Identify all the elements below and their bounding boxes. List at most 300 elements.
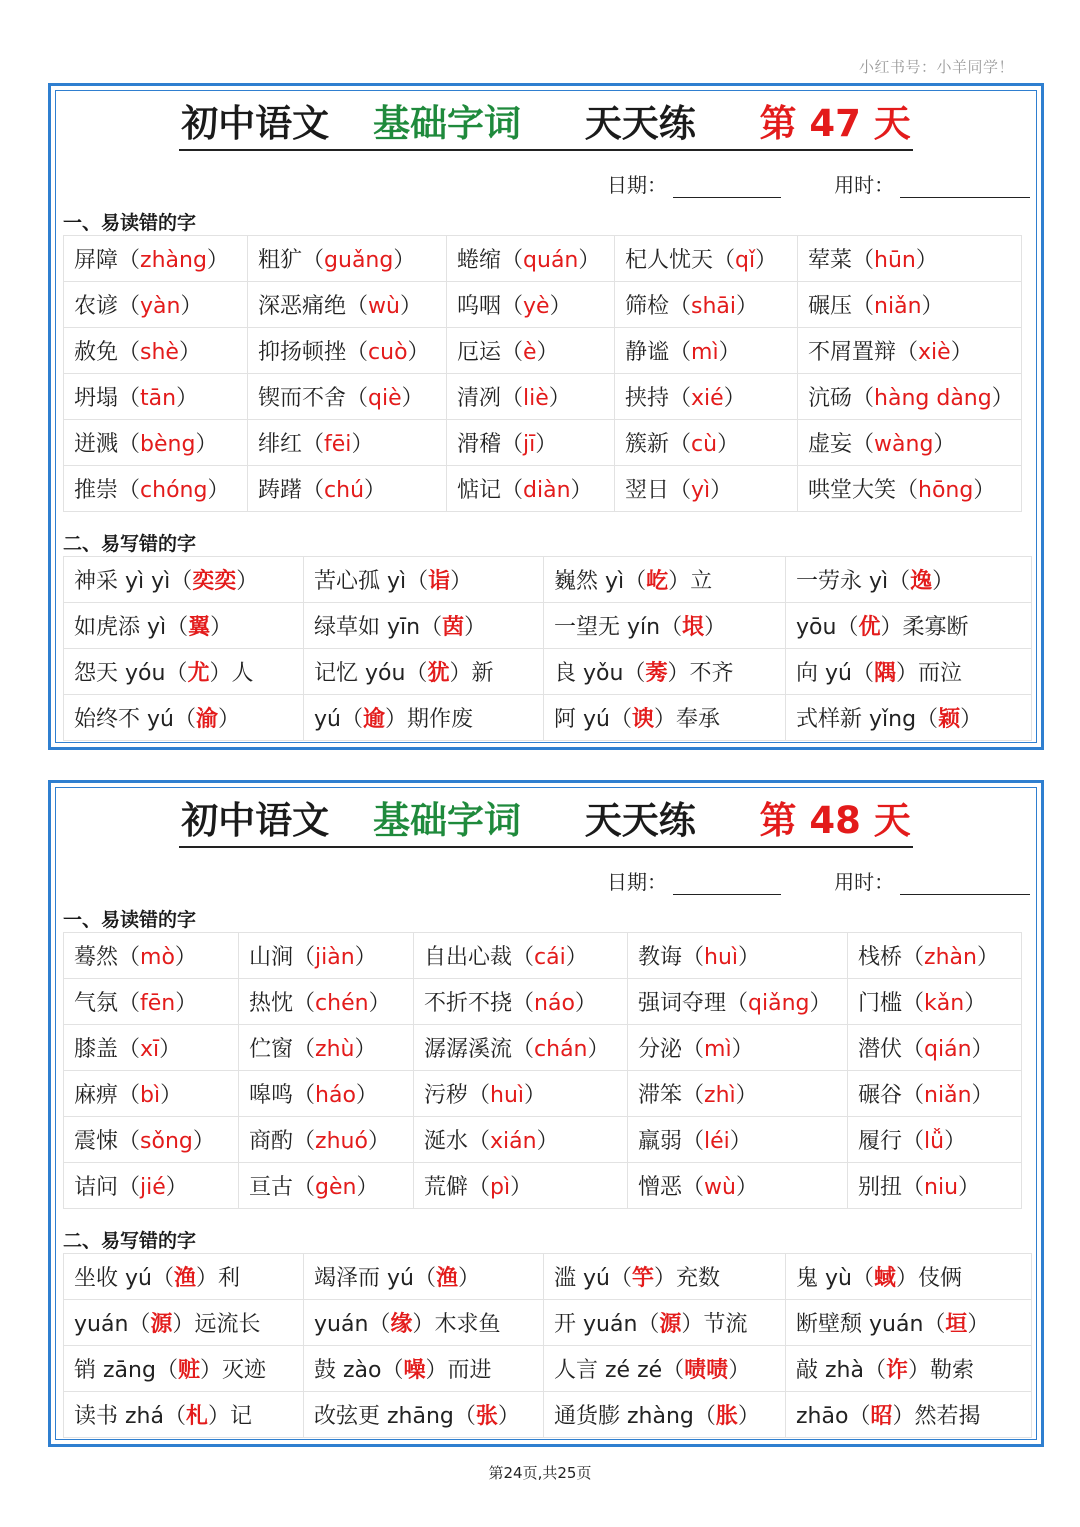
character-answer: 逸 — [910, 568, 933, 594]
pinyin-answer: jié — [140, 1175, 166, 1200]
write-row — [64, 1300, 1032, 1346]
word: 污秽 — [424, 1083, 469, 1108]
word: 杞人忧天 — [625, 248, 714, 273]
pinyin-answer: gèn — [315, 1175, 357, 1200]
character-answer: 屹 — [646, 568, 669, 594]
character-answer: 垣 — [945, 1311, 968, 1337]
prompt-text: zhāo — [796, 1404, 849, 1429]
character-answer: 垠 — [682, 614, 705, 640]
title-part3: 天天练 — [584, 799, 696, 842]
word: 碾谷 — [858, 1083, 903, 1108]
write-row — [64, 1392, 1032, 1438]
prompt-text: 断壁颓 yuán — [796, 1312, 924, 1337]
time-label: 用时： — [834, 173, 895, 197]
read-cell: 诘问（jié） — [64, 1163, 239, 1209]
date-label: 日期： — [607, 173, 667, 197]
write-cell: yōu（优）柔寡断 — [786, 603, 1032, 649]
suffix-text: 然若揭 — [914, 1404, 981, 1429]
pinyin-answer: pì — [490, 1175, 511, 1200]
character-answer: 缘 — [390, 1311, 413, 1337]
word: 履行 — [858, 1129, 903, 1154]
read-cell: 不屑置辩（xiè） — [798, 328, 1022, 374]
read-cell: 滞笨（zhì） — [628, 1071, 848, 1117]
read-row — [64, 236, 1022, 282]
word: 门槛 — [858, 991, 903, 1016]
word: 分泌 — [638, 1037, 683, 1062]
pinyin-answer: zhàng — [140, 248, 207, 273]
write-table — [63, 556, 1032, 741]
prompt-text: 鬼 yù — [796, 1266, 852, 1291]
write-cell: 竭泽而 yú（渔） — [304, 1254, 544, 1300]
suffix-text: 人 — [231, 661, 254, 686]
character-answer: 啧啧 — [684, 1357, 729, 1383]
pinyin-answer: kǎn — [924, 991, 965, 1016]
pinyin-answer: jī — [523, 432, 536, 457]
read-cell: 沆砀（hàng dàng） — [798, 374, 1022, 420]
pinyin-answer: cù — [691, 432, 718, 457]
read-cell: 坍塌（tān） — [64, 374, 248, 420]
read-cell: 赦免（shè） — [64, 328, 248, 374]
word: 坍塌 — [74, 386, 119, 411]
suffix-text: 立 — [690, 569, 713, 594]
word: 伫窗 — [249, 1037, 294, 1062]
prompt-text: 销 zāng — [74, 1358, 156, 1383]
pinyin-answer: diàn — [523, 478, 571, 503]
read-cell: 踌躇（chú） — [248, 466, 447, 512]
pinyin-answer: cái — [534, 945, 566, 970]
read-cell: 滑稽（jī） — [447, 420, 615, 466]
write-cell: 通货膨 zhàng（胀） — [544, 1392, 786, 1438]
write-row — [64, 603, 1032, 649]
write-cell: 滥 yú（竽）充数 — [544, 1254, 786, 1300]
pinyin-answer: quán — [523, 248, 579, 273]
character-answer: 优 — [858, 614, 881, 640]
read-row — [64, 1163, 1022, 1209]
read-row — [64, 1071, 1022, 1117]
write-cell: 敲 zhà（诈）勒索 — [786, 1346, 1032, 1392]
write-cell: 良 yǒu（莠）不齐 — [544, 649, 786, 695]
character-answer: 源 — [150, 1311, 173, 1337]
word: 碾压 — [808, 294, 853, 319]
suffix-text: 不齐 — [689, 661, 734, 686]
pinyin-answer: mò — [140, 945, 175, 970]
pinyin-answer: yì — [691, 478, 711, 503]
prompt-text: 一劳永 yì — [796, 569, 889, 594]
word: 憎恶 — [638, 1175, 683, 1200]
word: 不屑置辩 — [808, 340, 897, 365]
pinyin-answer: zhì — [704, 1083, 736, 1108]
word: 潜伏 — [858, 1037, 903, 1062]
read-cell: 荒僻（pì） — [414, 1163, 628, 1209]
prompt-text: 读书 zhá — [74, 1404, 164, 1429]
prompt-text: 如虎添 yì — [74, 615, 167, 640]
write-cell: yú（逾）期作废 — [304, 695, 544, 741]
write-row — [64, 1346, 1032, 1392]
read-cell: 翌日（yì） — [615, 466, 798, 512]
character-answer: 诣 — [428, 568, 451, 594]
read-row — [64, 420, 1022, 466]
suffix-text: 节流 — [703, 1312, 748, 1337]
suffix-text: 新 — [471, 661, 494, 686]
time-blank[interactable] — [900, 874, 1030, 895]
read-cell: 屏障（zhàng） — [64, 236, 248, 282]
read-cell: 迸溅（bèng） — [64, 420, 248, 466]
title-part3: 天天练 — [584, 102, 696, 145]
word: 栈桥 — [858, 945, 903, 970]
read-cell: 虚妄（wàng） — [798, 420, 1022, 466]
write-cell: zhāo（昭）然若揭 — [786, 1392, 1032, 1438]
suffix-text: 伎俩 — [918, 1266, 963, 1291]
character-answer: 竽 — [631, 1265, 654, 1291]
write-cell: yuán（缘）木求鱼 — [304, 1300, 544, 1346]
section-write-title: 二、易写错的字 — [63, 533, 197, 555]
word: 自出心裁 — [424, 945, 513, 970]
write-cell: 怨天 yóu（尤）人 — [64, 649, 304, 695]
pinyin-answer: yè — [523, 294, 550, 319]
read-row — [64, 374, 1022, 420]
word: 涎水 — [424, 1129, 469, 1154]
character-answer: 昭 — [870, 1403, 893, 1429]
prompt-text: 记忆 yóu — [314, 661, 406, 686]
write-cell: 鬼 yù（蜮）伎俩 — [786, 1254, 1032, 1300]
prompt-text: 敲 zhà — [796, 1358, 864, 1383]
read-cell: 嗥鸣（háo） — [239, 1071, 414, 1117]
read-cell: 绯红（fēi） — [248, 420, 447, 466]
write-row — [64, 1254, 1032, 1300]
pinyin-answer: mì — [691, 340, 719, 365]
date-blank[interactable] — [673, 874, 781, 895]
read-row — [64, 466, 1022, 512]
read-cell: 潺潺溪流（chán） — [414, 1025, 628, 1071]
character-answer: 逾 — [362, 706, 385, 732]
word: 滞笨 — [638, 1083, 683, 1108]
word: 呜咽 — [457, 294, 502, 319]
read-cell: 商酌（zhuó） — [239, 1117, 414, 1163]
pinyin-answer: jiàn — [315, 945, 355, 970]
read-cell: 涎水（xián） — [414, 1117, 628, 1163]
prompt-text: 鼓 zào — [314, 1358, 382, 1383]
pinyin-answer: hàng dàng — [874, 386, 992, 411]
pinyin-answer: léi — [704, 1129, 730, 1154]
character-answer: 渝 — [195, 706, 218, 732]
date-blank[interactable] — [673, 177, 781, 198]
write-cell: 向 yú（隅）而泣 — [786, 649, 1032, 695]
pinyin-answer: bèng — [140, 432, 196, 457]
read-cell: 分泌（mì） — [628, 1025, 848, 1071]
read-cell: 伫窗（zhù） — [239, 1025, 414, 1071]
suffix-text: 充数 — [676, 1266, 721, 1291]
write-cell: 如虎添 yì（翼） — [64, 603, 304, 649]
pinyin-answer: niǎn — [924, 1083, 972, 1108]
word: 滑稽 — [457, 432, 502, 457]
write-row — [64, 557, 1032, 603]
pinyin-answer: yàn — [140, 294, 181, 319]
read-row — [64, 933, 1022, 979]
word: 哄堂大笑 — [808, 478, 897, 503]
prompt-text: 巍然 yì — [554, 569, 625, 594]
word: 震悚 — [74, 1129, 119, 1154]
read-cell: 震悚（sǒng） — [64, 1117, 239, 1163]
word: 荒僻 — [424, 1175, 469, 1200]
read-cell: 挟持（xié） — [615, 374, 798, 420]
write-row — [64, 649, 1032, 695]
suffix-text: 灭迹 — [221, 1358, 266, 1383]
word: 亘古 — [249, 1175, 294, 1200]
read-cell: 潜伏（qián） — [848, 1025, 1022, 1071]
prompt-text: 绿草如 yīn — [314, 615, 421, 640]
pinyin-answer: huì — [490, 1083, 525, 1108]
pinyin-answer: guǎng — [324, 248, 394, 273]
word: 嗥鸣 — [249, 1083, 294, 1108]
character-answer: 翼 — [188, 614, 211, 640]
character-answer: 赃 — [177, 1357, 200, 1383]
pinyin-answer: tān — [140, 386, 177, 411]
pinyin-answer: hōng — [918, 478, 974, 503]
section-read-title: 一、易读错的字 — [63, 909, 197, 931]
word: 膝盖 — [74, 1037, 119, 1062]
character-answer: 渔 — [435, 1265, 458, 1291]
pinyin-answer: zhuó — [315, 1129, 368, 1154]
pinyin-answer: wù — [368, 294, 400, 319]
character-answer: 尤 — [187, 660, 210, 686]
prompt-text: 滥 yú — [554, 1266, 610, 1291]
write-cell: yuán（源）远流长 — [64, 1300, 304, 1346]
prompt-text: 竭泽而 yú — [314, 1266, 414, 1291]
prompt-text: 神采 yì yì — [74, 569, 171, 594]
character-answer: 谀 — [631, 706, 654, 732]
character-answer: 渔 — [173, 1265, 196, 1291]
write-cell: 销 zāng（赃）灭迹 — [64, 1346, 304, 1392]
pinyin-answer: wàng — [874, 432, 934, 457]
suffix-text: 期作废 — [407, 707, 474, 732]
write-cell: 始终不 yú（渝） — [64, 695, 304, 741]
prompt-text: 改弦更 zhāng — [314, 1404, 454, 1429]
word: 教诲 — [638, 945, 683, 970]
read-cell: 静谧（mì） — [615, 328, 798, 374]
word: 踌躇 — [258, 478, 303, 503]
date-time-row — [607, 169, 1030, 198]
read-table — [63, 932, 1022, 1209]
suffix-text: 而泣 — [918, 661, 963, 686]
pinyin-answer: chén — [315, 991, 369, 1016]
read-cell: 自出心裁（cái） — [414, 933, 628, 979]
write-cell: 式样新 yǐng（颖） — [786, 695, 1032, 741]
read-table — [63, 235, 1022, 512]
word: 推崇 — [74, 478, 119, 503]
word: 厄运 — [457, 340, 502, 365]
read-cell: 农谚（yàn） — [64, 282, 248, 328]
read-cell: 深恶痛绝（wù） — [248, 282, 447, 328]
title-day: 第 47 天 — [759, 102, 911, 145]
read-cell: 门槛（kǎn） — [848, 979, 1022, 1025]
read-cell: 荤菜（hūn） — [798, 236, 1022, 282]
word: 诘问 — [74, 1175, 119, 1200]
character-answer: 诈 — [885, 1357, 908, 1383]
read-cell: 清冽（liè） — [447, 374, 615, 420]
word: 热忱 — [249, 991, 294, 1016]
write-cell: 开 yuán（源）节流 — [544, 1300, 786, 1346]
word: 锲而不舍 — [258, 386, 347, 411]
write-cell: 断壁颓 yuán（垣） — [786, 1300, 1032, 1346]
suffix-text: 记 — [230, 1404, 253, 1429]
pinyin-answer: xié — [691, 386, 724, 411]
pinyin-answer: fēn — [140, 991, 176, 1016]
word: 绯红 — [258, 432, 303, 457]
character-answer: 胀 — [715, 1403, 738, 1429]
title-part2: 基础字词 — [372, 102, 521, 145]
pinyin-answer: qiè — [368, 386, 402, 411]
write-table — [63, 1253, 1032, 1438]
title-part1: 初中语文 — [181, 799, 330, 842]
word: 山涧 — [249, 945, 294, 970]
time-blank[interactable] — [900, 177, 1030, 198]
pinyin-answer: zhàn — [924, 945, 977, 970]
write-cell: 鼓 zào（噪）而进 — [304, 1346, 544, 1392]
pinyin-answer: qián — [924, 1037, 972, 1062]
title-part2: 基础字词 — [372, 799, 521, 842]
read-cell: 蓦然（mò） — [64, 933, 239, 979]
character-answer: 张 — [475, 1403, 498, 1429]
read-cell: 污秽（huì） — [414, 1071, 628, 1117]
read-cell: 筛检（shāi） — [615, 282, 798, 328]
suffix-text: 奉承 — [676, 707, 721, 732]
write-cell: 一望无 yín（垠） — [544, 603, 786, 649]
pinyin-answer: bì — [140, 1083, 161, 1108]
character-answer: 札 — [185, 1403, 208, 1429]
word: 强词夺理 — [638, 991, 727, 1016]
prompt-text: 开 yuán — [554, 1312, 638, 1337]
pinyin-answer: zhù — [315, 1037, 355, 1062]
read-cell: 惦记（diàn） — [447, 466, 615, 512]
word: 屏障 — [74, 248, 119, 273]
prompt-text: 坐收 yú — [74, 1266, 152, 1291]
read-row — [64, 282, 1022, 328]
read-cell: 羸弱（léi） — [628, 1117, 848, 1163]
read-cell: 热忱（chén） — [239, 979, 414, 1025]
read-cell: 膝盖（xī） — [64, 1025, 239, 1071]
suffix-text: 而进 — [447, 1358, 492, 1383]
pinyin-answer: xián — [490, 1129, 537, 1154]
read-cell: 强词夺理（qiǎng） — [628, 979, 848, 1025]
pinyin-answer: hūn — [874, 248, 916, 273]
pinyin-answer: cuò — [368, 340, 408, 365]
prompt-text: yuán — [74, 1312, 129, 1337]
title-day: 第 48 天 — [759, 799, 911, 842]
write-cell: 神采 yì yì（奕奕） — [64, 557, 304, 603]
word: 气氛 — [74, 991, 119, 1016]
word: 麻痹 — [74, 1083, 119, 1108]
read-cell: 别扭（niu） — [848, 1163, 1022, 1209]
write-cell: 记忆 yóu（犹）新 — [304, 649, 544, 695]
read-cell: 蜷缩（quán） — [447, 236, 615, 282]
pinyin-answer: chán — [534, 1037, 588, 1062]
pinyin-answer: shè — [140, 340, 179, 365]
pinyin-answer: fēi — [324, 432, 352, 457]
prompt-text: 式样新 yǐng — [796, 707, 917, 732]
character-answer: 莠 — [645, 660, 668, 686]
read-cell: 麻痹（bì） — [64, 1071, 239, 1117]
word: 粗犷 — [258, 248, 303, 273]
read-cell: 哄堂大笑（hōng） — [798, 466, 1022, 512]
time-label: 用时： — [834, 870, 895, 894]
practice-card-day48 — [48, 780, 1044, 1447]
character-answer: 噪 — [403, 1357, 426, 1383]
read-cell: 推崇（chóng） — [64, 466, 248, 512]
date-time-row — [607, 866, 1030, 895]
prompt-text: 人言 zé zé — [554, 1358, 663, 1383]
prompt-text: 向 yú — [796, 661, 852, 686]
word: 沆砀 — [808, 386, 853, 411]
word: 蜷缩 — [457, 248, 502, 273]
read-cell: 抑扬顿挫（cuò） — [248, 328, 447, 374]
suffix-text: 远流长 — [194, 1312, 261, 1337]
prompt-text: 阿 yú — [554, 707, 610, 732]
read-cell: 栈桥（zhàn） — [848, 933, 1022, 979]
read-cell: 气氛（fēn） — [64, 979, 239, 1025]
word: 挟持 — [625, 386, 670, 411]
read-cell: 憎恶（wù） — [628, 1163, 848, 1209]
pinyin-answer: xī — [140, 1037, 160, 1062]
suffix-text: 勒索 — [930, 1358, 975, 1383]
character-answer: 隅 — [873, 660, 896, 686]
prompt-text: yōu — [796, 615, 837, 640]
practice-card-day47 — [48, 83, 1044, 750]
read-row — [64, 1025, 1022, 1071]
read-cell: 履行（lǚ） — [848, 1117, 1022, 1163]
character-answer: 源 — [659, 1311, 682, 1337]
read-row — [64, 328, 1022, 374]
word: 深恶痛绝 — [258, 294, 347, 319]
write-cell: 阿 yú（谀）奉承 — [544, 695, 786, 741]
page-number: 第24页,共25页 — [488, 1464, 592, 1482]
character-answer: 茵 — [442, 614, 465, 640]
write-row — [64, 695, 1032, 741]
prompt-text: 一望无 yín — [554, 615, 661, 640]
pinyin-answer: è — [523, 340, 537, 365]
watermark: 小红书号：小羊同学！ — [858, 58, 1014, 76]
write-cell: 一劳永 yì（逸） — [786, 557, 1032, 603]
pinyin-answer: mì — [704, 1037, 732, 1062]
pinyin-answer: niu — [924, 1175, 959, 1200]
suffix-text: 木求鱼 — [434, 1312, 501, 1337]
section-write-title: 二、易写错的字 — [63, 1230, 197, 1252]
pinyin-answer: niǎn — [874, 294, 922, 319]
pinyin-answer: qiǎng — [748, 991, 810, 1016]
character-answer: 犹 — [427, 660, 450, 686]
read-cell: 碾谷（niǎn） — [848, 1071, 1022, 1117]
character-answer: 奕奕 — [192, 568, 237, 594]
read-cell: 碾压（niǎn） — [798, 282, 1022, 328]
write-cell: 坐收 yú（渔）利 — [64, 1254, 304, 1300]
pinyin-answer: háo — [315, 1083, 356, 1108]
read-cell: 锲而不舍（qiè） — [248, 374, 447, 420]
date-label: 日期： — [607, 870, 667, 894]
card-title — [51, 797, 1041, 848]
write-cell: 绿草如 yīn（茵） — [304, 603, 544, 649]
pinyin-answer: shāi — [691, 294, 737, 319]
write-cell: 苦心孤 yì（诣） — [304, 557, 544, 603]
prompt-text: 苦心孤 yì — [314, 569, 407, 594]
pinyin-answer: lǚ — [924, 1129, 945, 1154]
character-answer: 颖 — [938, 706, 961, 732]
write-cell: 改弦更 zhāng（张） — [304, 1392, 544, 1438]
read-row — [64, 979, 1022, 1025]
card-title — [51, 100, 1041, 151]
pinyin-answer: xiè — [918, 340, 951, 365]
word: 抑扬顿挫 — [258, 340, 347, 365]
pinyin-answer: chóng — [140, 478, 208, 503]
word: 惦记 — [457, 478, 502, 503]
